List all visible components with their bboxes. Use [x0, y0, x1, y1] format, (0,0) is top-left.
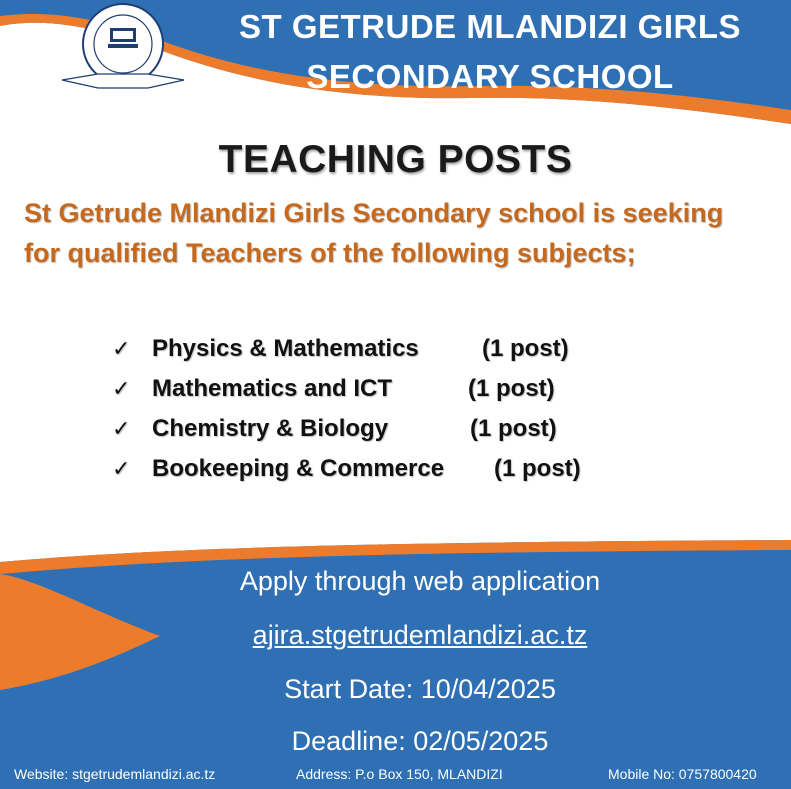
apply-instruction: Apply through web application: [239, 566, 601, 596]
website-info: Website: stgetrudemlandizi.ac.tz: [14, 766, 216, 782]
subject-item: [112, 449, 581, 489]
subject-name: Bookeeping & Commerce: [152, 455, 445, 482]
application-link[interactable]: ajira.stgetrudemlandizi.ac.tz: [252, 620, 588, 650]
checkmark-icon: ✓: [112, 376, 131, 401]
subject-posts: (1 post): [468, 375, 555, 402]
subject-name: Mathematics and ICT: [152, 375, 393, 402]
subject-posts: (1 post): [482, 335, 569, 362]
intro-text: St Getrude Mlandizi Girls Secondary school is seeking for qualified Teachers of the following subjects;: [24, 198, 724, 268]
subject-posts: (1 post): [470, 415, 557, 442]
school-name-line1: ST GETRUDE MLANDIZI GIRLS: [239, 8, 741, 45]
subject-posts: (1 post): [494, 455, 581, 482]
start-date: Start Date: 10/04/2025: [284, 674, 556, 704]
subject-name: Chemistry & Biology: [152, 415, 389, 442]
subjects-list: [112, 329, 581, 489]
mobile-info: Mobile No: 0757800420: [608, 766, 757, 782]
deadline-date: Deadline: 02/05/2025: [291, 726, 549, 756]
subject-name: Physics & Mathematics: [152, 335, 419, 362]
address-info: Address: P.o Box 150, MLANDIZI: [296, 766, 503, 782]
subject-item: [112, 369, 581, 409]
checkmark-icon: ✓: [112, 336, 131, 361]
subject-item: [112, 329, 581, 369]
subject-item: [112, 409, 581, 449]
page-title: TEACHING POSTS: [218, 138, 573, 181]
school-name-line2: SECONDARY SCHOOL: [306, 58, 674, 95]
checkmark-icon: ✓: [112, 416, 131, 441]
checkmark-icon: ✓: [112, 456, 131, 481]
